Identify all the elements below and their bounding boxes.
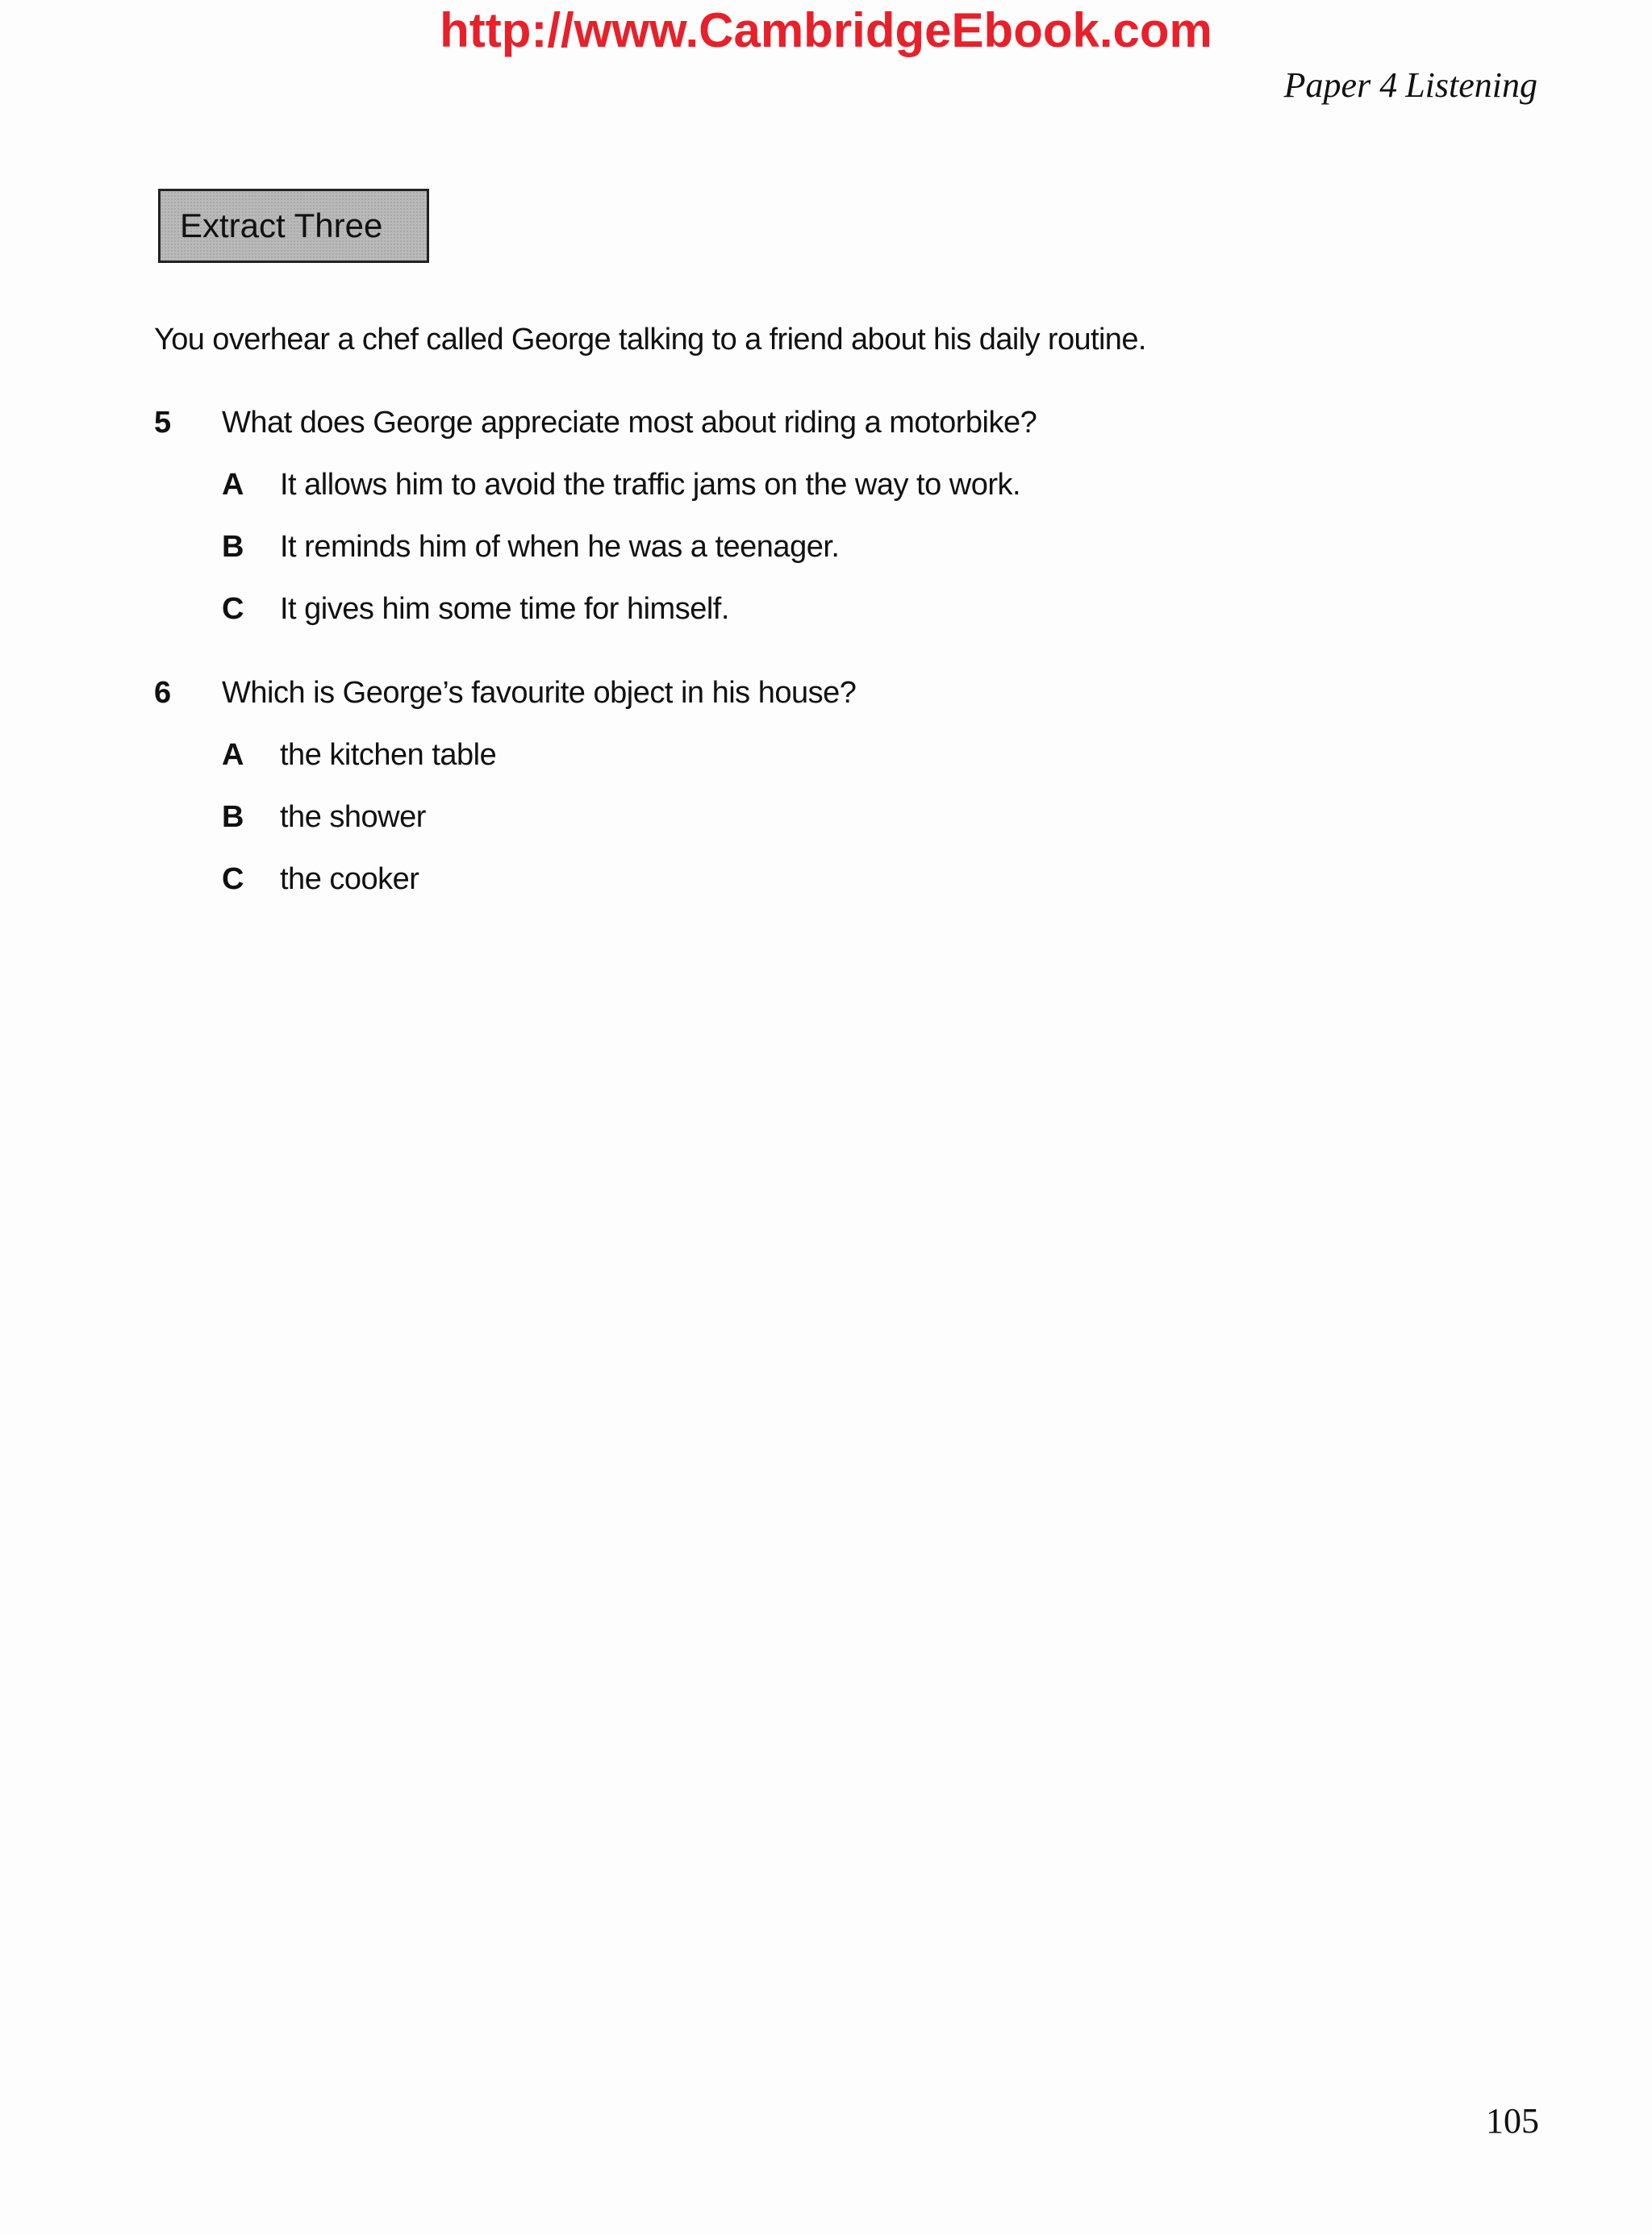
option-text: It allows him to avoid the traffic jams on the way to work. — [280, 468, 1021, 502]
option-letter: B — [222, 800, 244, 834]
question-number: 5 — [154, 406, 171, 440]
option-text: It gives him some time for himself. — [280, 592, 729, 626]
question-text: Which is George’s favourite object in his house? — [222, 676, 857, 710]
option-letter: A — [222, 468, 244, 502]
question-number: 6 — [154, 676, 171, 710]
option-letter: C — [222, 592, 244, 626]
running-head — [1284, 65, 1537, 106]
extract-heading: Extract Three — [180, 206, 383, 244]
option-text: the kitchen table — [280, 738, 497, 772]
page-number: 105 — [1486, 2101, 1539, 2141]
question-text: What does George appreciate most about riding a motorbike? — [222, 406, 1037, 440]
option-text: the cooker — [280, 862, 419, 896]
question-6 — [154, 676, 856, 711]
question-6-option-a — [222, 738, 496, 773]
option-text: the shower — [280, 800, 426, 834]
running-head-section: Listening — [1405, 65, 1537, 105]
option-letter: B — [222, 530, 244, 564]
question-5-option-a — [222, 468, 1020, 502]
question-5 — [154, 406, 1037, 440]
option-letter: A — [222, 738, 244, 772]
question-5-option-b — [222, 530, 839, 565]
intro-text: You overhear a chef called George talking to a friend about his daily routine. — [154, 323, 1146, 357]
question-5-option-c — [222, 592, 729, 627]
option-letter: C — [222, 862, 244, 896]
extract-heading-box — [158, 189, 429, 263]
option-text: It reminds him of when he was a teenager. — [280, 530, 840, 564]
question-6-option-b — [222, 800, 426, 835]
watermark-url: http://www.CambridgeEbook.com — [440, 3, 1212, 57]
question-6-option-c — [222, 862, 419, 897]
running-head-paper: Paper 4 — [1283, 65, 1398, 105]
